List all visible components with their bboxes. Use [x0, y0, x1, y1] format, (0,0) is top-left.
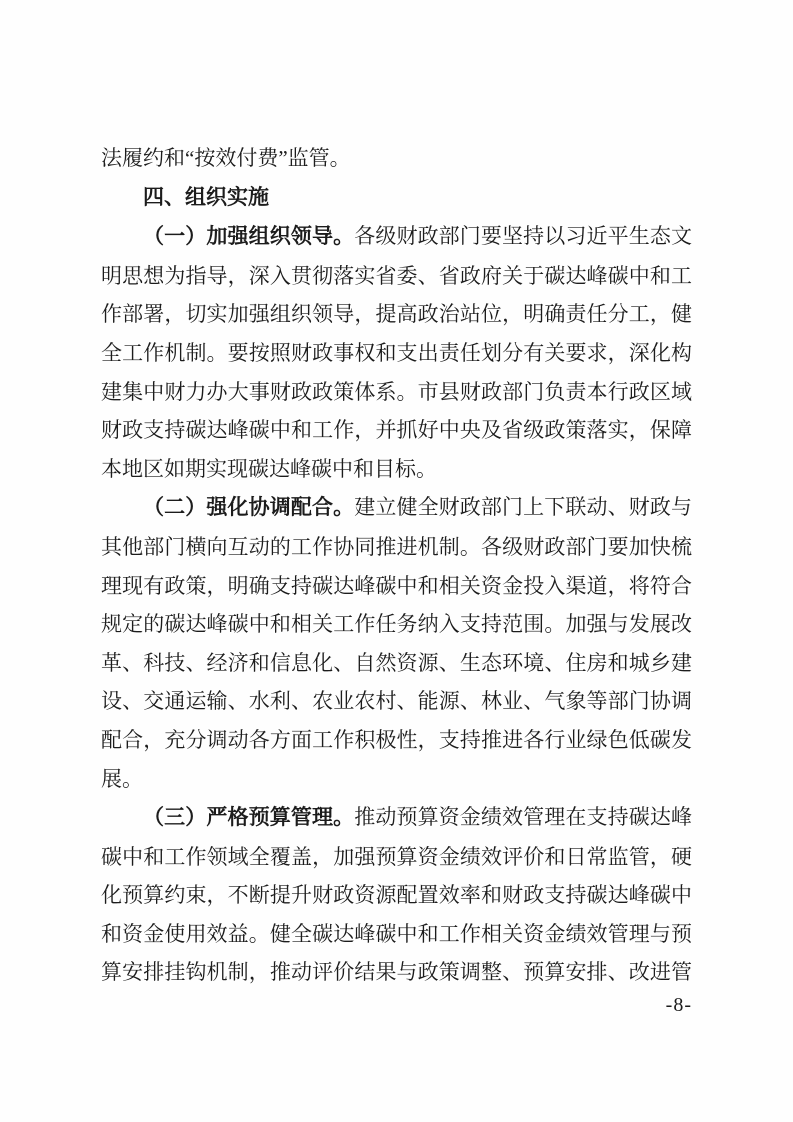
- body-text: 本地区如期实现碳达峰碳中和目标。: [101, 456, 437, 481]
- body-text: 其他部门横向互动的工作协同推进机制。各级财政部门要加快梳: [101, 534, 692, 559]
- body-text: 配合，充分调动各方面工作积极性，支持推进各行业绿色低碳发: [101, 727, 692, 752]
- body-text: 作部署，切实加强组织领导，提高政治站位，明确责任分工，健: [101, 302, 692, 327]
- text-line: [101, 295, 692, 334]
- text-line: [101, 760, 692, 799]
- body-text: 设、交通运输、水利、农业农村、能源、林业、气象等部门协调: [101, 689, 692, 714]
- text-line: [101, 838, 692, 877]
- body-text: 各级财政部门要坚持以习近平生态文: [354, 224, 693, 249]
- text-line: [101, 915, 692, 954]
- text-line: [101, 605, 692, 644]
- body-text: 规定的碳达峰碳中和相关工作任务纳入支持范围。加强与发展改: [101, 612, 692, 637]
- body-text: 法履约和“按效付费”监管。: [101, 146, 351, 170]
- text-line: [101, 334, 692, 373]
- body-text: 全工作机制。要按照财政事权和支出责任划分有关要求，深化构: [101, 340, 692, 365]
- text-line: [101, 528, 692, 567]
- body-text: 化预算约束，不断提升财政资源配置效率和财政支持碳达峰碳中: [101, 883, 692, 908]
- text-line: [101, 139, 692, 178]
- text-line: [101, 644, 692, 683]
- body-text: 建集中财力办大事财政政策体系。市县财政部门负责本行政区域: [101, 379, 692, 404]
- text-line: [101, 488, 692, 528]
- text-line: [101, 567, 692, 606]
- text-line: [101, 411, 692, 450]
- text-line: [101, 721, 692, 760]
- body-text: 碳中和工作领域全覆盖，加强预算资金绩效评价和日常监管，硬: [101, 844, 692, 869]
- text-line: [101, 953, 692, 992]
- text-line: [101, 682, 692, 721]
- body-text: 财政支持碳达峰碳中和工作，并抓好中央及省级政策落实，保障: [101, 418, 692, 443]
- text-line: [101, 798, 692, 838]
- bold-heading-text: （二）强化协调配合。: [143, 496, 355, 520]
- body-text: 和资金使用效益。健全碳达峰碳中和工作相关资金绩效管理与预: [101, 921, 692, 946]
- bold-heading-text: 四、组织实施: [143, 185, 269, 209]
- body-text: 算安排挂钩机制，推动评价结果与政策调整、预算安排、改进管: [101, 960, 692, 985]
- text-line: [101, 373, 692, 412]
- text-line: [101, 450, 692, 489]
- body-text: 建立健全财政部门上下联动、财政与: [354, 495, 693, 520]
- bold-heading-text: （一）加强组织领导。: [143, 225, 355, 249]
- document-body: [101, 139, 692, 992]
- body-text: 推动预算资金绩效管理在支持碳达峰: [354, 805, 693, 830]
- text-line: [101, 178, 692, 218]
- body-text: 展。: [101, 766, 143, 791]
- body-text: 明思想为指导，深入贯彻落实省委、省政府关于碳达峰碳中和工: [101, 263, 692, 288]
- bold-heading-text: （三）严格预算管理。: [143, 806, 355, 830]
- body-text: 革、科技、经济和信息化、自然资源、生态环境、住房和城乡建: [101, 650, 692, 675]
- body-text: 理现有政策，明确支持碳达峰碳中和相关资金投入渠道，将符合: [101, 573, 692, 598]
- page-number: -8-: [665, 994, 692, 1016]
- text-line: [101, 217, 692, 257]
- text-line: [101, 876, 692, 915]
- text-line: [101, 257, 692, 296]
